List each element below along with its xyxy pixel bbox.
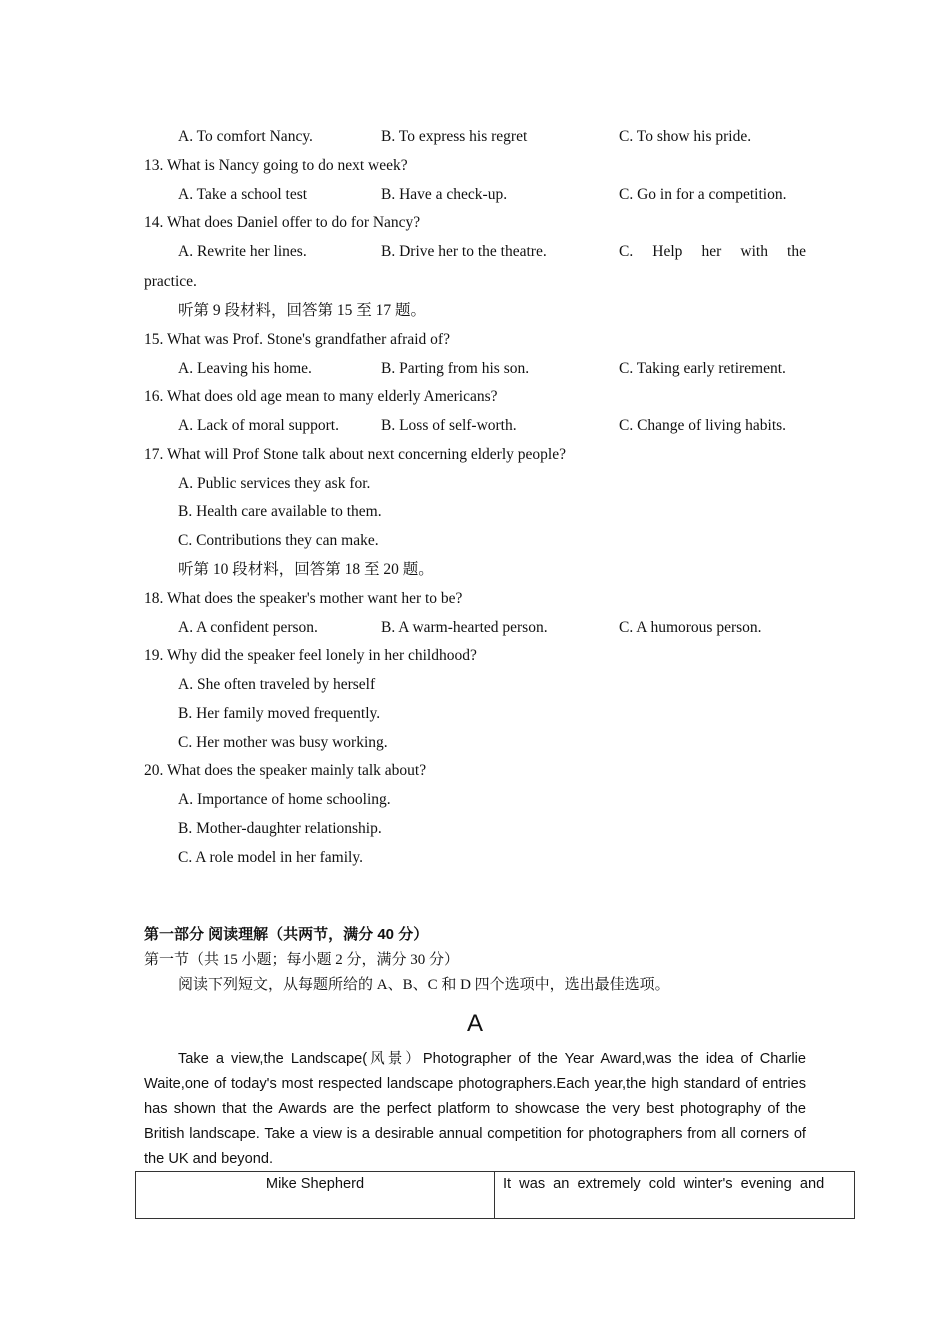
q15-option-c: C. Taking early retirement.: [619, 360, 786, 377]
q14-c-word: with: [740, 243, 768, 260]
q12-option-c: C. To show his pride.: [619, 128, 752, 145]
q16-option-c: C. Change of living habits.: [619, 417, 787, 434]
section-10-instruction: 听第 10 段材料，回答第 18 至 20 题。: [178, 561, 434, 578]
q16-question: 16. What does old age mean to many elderly Americans?: [144, 388, 498, 405]
q17-question: 17. What will Prof Stone talk about next concerning elderly people?: [144, 446, 566, 463]
q20-option-c: C. A role model in her family.: [178, 849, 363, 866]
entry-table: [135, 1171, 855, 1219]
q14-option-c: [619, 242, 806, 262]
q15-question: 15. What was Prof. Stone's grandfather afraid of?: [144, 331, 450, 348]
q20-question: 20. What does the speaker mainly talk about?: [144, 762, 427, 779]
q13-option-c: C. Go in for a competition.: [619, 186, 787, 203]
passage-heading: A: [466, 1010, 483, 1037]
section-title: 第一节（共 15 小题；每小题 2 分，满分 30 分）: [144, 952, 460, 968]
q14-option-b: B. Drive her to the theatre.: [381, 243, 547, 260]
q18-option-a: A. A confident person.: [178, 619, 318, 636]
q19-option-b: B. Her family moved frequently.: [178, 705, 381, 722]
q13-option-b: B. Have a check-up.: [381, 186, 508, 203]
description-words: It was an extremely cold winter's evening and: [503, 1176, 825, 1192]
section-9-instruction: 听第 9 段材料，回答第 15 至 17 题。: [178, 302, 427, 319]
q14-option-a: A. Rewrite her lines.: [178, 243, 307, 260]
description-text: [503, 1176, 846, 1192]
table-row: [136, 1172, 855, 1219]
q15-option-b: B. Parting from his son.: [381, 360, 530, 377]
q20-option-a: A. Importance of home schooling.: [178, 791, 391, 808]
q14-c-word: her: [701, 243, 722, 260]
photographer-name-cell: Mike Shepherd: [136, 1172, 495, 1219]
q20-option-b: B. Mother-daughter relationship.: [178, 820, 382, 837]
q19-option-c: C. Her mother was busy working.: [178, 734, 388, 751]
q14-question: 14. What does Daniel offer to do for Nancy?: [144, 214, 421, 231]
q14-option-c-continued: practice.: [144, 273, 197, 290]
q17-option-c: C. Contributions they can make.: [178, 532, 379, 549]
passage-paragraph: Take a view,the Landscape(风景）Photographer of the Year Award,was the idea of Charlie Waite,one of today's most respected landscape photographers.Each year,the high standard of entries has shown that the Awards are the perfect platform to showcase the very best photography of the British landscape. Take a view is a desirable annual competition for photographers from all corners of the UK and beyond.: [144, 1051, 806, 1167]
q16-option-b: B. Loss of self-worth.: [381, 417, 517, 434]
q13-option-a: A. Take a school test: [178, 186, 308, 203]
q14-c-word: the: [787, 243, 806, 260]
q19-option-a: A. She often traveled by herself: [178, 676, 376, 693]
description-cell: [495, 1172, 855, 1219]
q12-option-b: B. To express his regret: [381, 128, 528, 145]
q17-option-a: A. Public services they ask for.: [178, 475, 371, 492]
q18-option-c: C. A humorous person.: [619, 619, 762, 636]
q12-option-a: A. To comfort Nancy.: [178, 128, 313, 145]
q17-option-b: B. Health care available to them.: [178, 503, 382, 520]
q15-option-a: A. Leaving his home.: [178, 360, 312, 377]
q18-question: 18. What does the speaker's mother want her to be?: [144, 590, 463, 607]
q19-question: 19. Why did the speaker feel lonely in her childhood?: [144, 647, 477, 664]
part-title: 第一部分 阅读理解（共两节，满分 40 分）: [144, 926, 429, 943]
q14-c-word: Help: [652, 243, 683, 260]
section-instruction: 阅读下列短文，从每题所给的 A、B、C 和 D 四个选项中，选出最佳选项。: [178, 977, 670, 993]
q13-question: 13. What is Nancy going to do next week?: [144, 157, 408, 174]
q16-option-a: A. Lack of moral support.: [178, 417, 339, 434]
q14-c-word: C.: [619, 243, 634, 260]
q18-option-b: B. A warm-hearted person.: [381, 619, 548, 636]
